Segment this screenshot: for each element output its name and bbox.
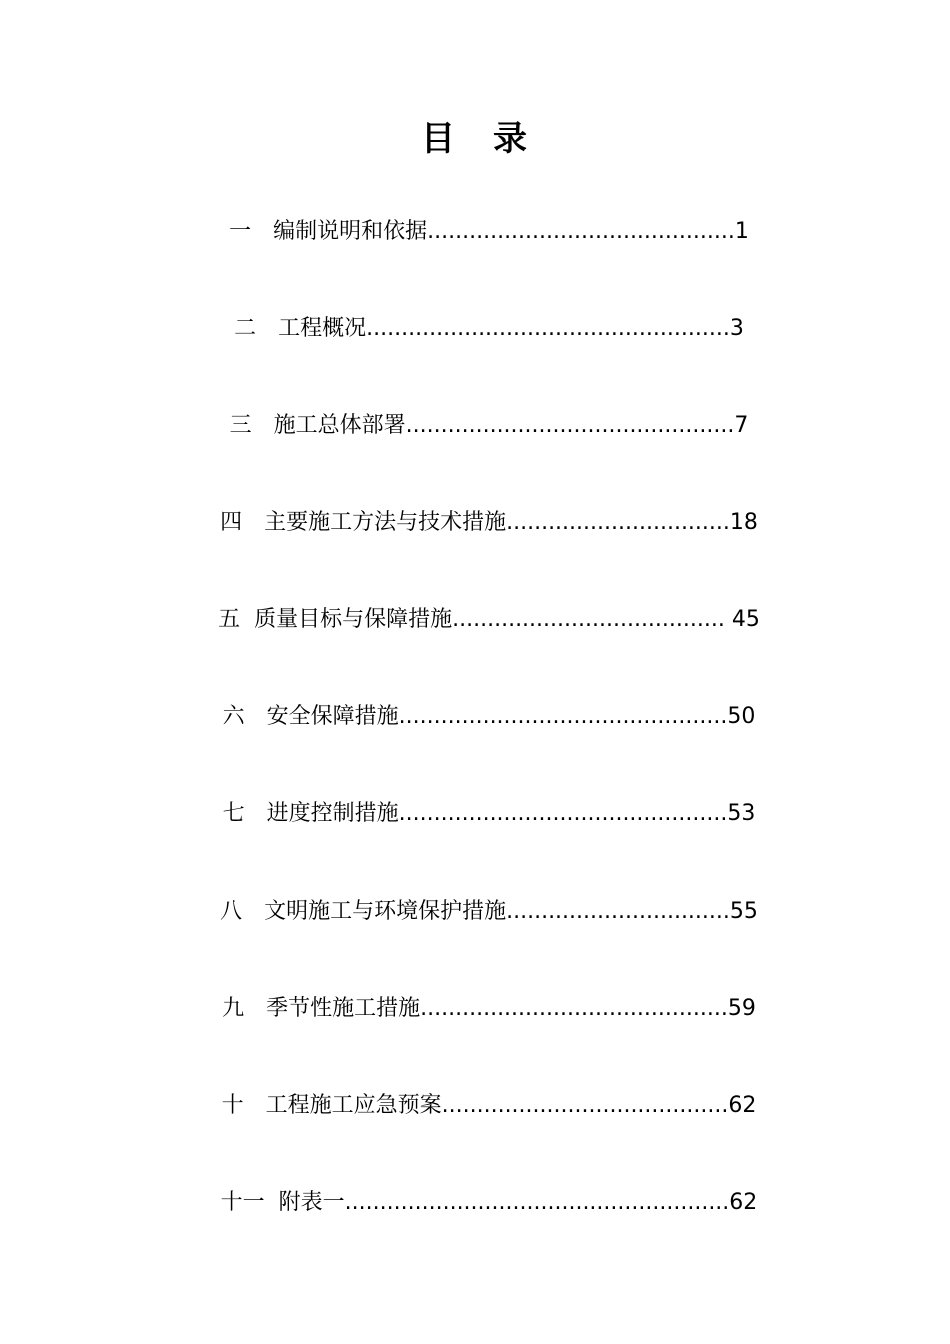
toc-entry-label: 二 工程概况 bbox=[234, 316, 367, 341]
toc-entry-leader: ................................ bbox=[506, 510, 730, 535]
toc-entry-leader: ......................................... bbox=[441, 1093, 729, 1118]
toc-entry-leader: ............................................... bbox=[405, 413, 735, 438]
toc-entry-page: 18 bbox=[729, 510, 758, 535]
toc-entry-2 bbox=[0, 281, 950, 377]
page-title: 目 录 bbox=[421, 119, 529, 159]
toc-entry-5 bbox=[0, 572, 950, 668]
toc-entry-label: 一 编制说明和依据 bbox=[229, 219, 428, 244]
toc-entry-label: 六 安全保障措施 bbox=[222, 704, 399, 729]
toc-entry-11 bbox=[0, 1155, 950, 1251]
toc-entry-label: 十 工程施工应急预案 bbox=[221, 1093, 442, 1118]
toc-entry-3 bbox=[0, 378, 950, 474]
toc-entry-page: 1 bbox=[734, 219, 749, 244]
toc-entry-page: 55 bbox=[729, 899, 758, 924]
toc-entry-4 bbox=[0, 475, 950, 571]
toc-entry-label: 八 文明施工与环境保护措施 bbox=[220, 899, 507, 924]
toc-entry-7 bbox=[0, 766, 950, 862]
toc-entry-leader: ............................................ bbox=[427, 219, 735, 244]
toc-entry-leader: ................................ bbox=[506, 899, 730, 924]
toc-entry-label: 四 主要施工方法与技术措施 bbox=[220, 510, 507, 535]
toc-entry-1 bbox=[0, 184, 950, 280]
toc-entry-leader: ....................................................... bbox=[344, 1190, 730, 1215]
toc-entry-page: 50 bbox=[727, 704, 756, 729]
toc-entry-page: 62 bbox=[728, 1093, 757, 1118]
toc-entry-leader: ............................................... bbox=[398, 704, 728, 729]
toc-entry-page: 59 bbox=[727, 996, 756, 1021]
toc-entry-page: 7 bbox=[734, 413, 749, 438]
toc-entry-9 bbox=[0, 961, 950, 1057]
toc-entry-leader: .................................................... bbox=[366, 316, 730, 341]
toc-entry-page: 53 bbox=[727, 801, 756, 826]
toc-entry-label: 五 质量目标与保障措施 bbox=[218, 607, 453, 632]
toc-entry-page: 3 bbox=[729, 316, 744, 341]
toc-entry-leader: ............................................ bbox=[420, 996, 728, 1021]
toc-entry-leader: ............................................... bbox=[398, 801, 728, 826]
toc-entry-8 bbox=[0, 864, 950, 960]
toc-entry-page: 45 bbox=[731, 607, 760, 632]
toc-entry-page: 62 bbox=[729, 1190, 758, 1215]
toc-entry-label: 七 进度控制措施 bbox=[222, 801, 399, 826]
toc-entry-label: 十一 附表一 bbox=[220, 1190, 345, 1215]
toc-entry-label: 九 季节性施工措施 bbox=[222, 996, 421, 1021]
toc-entry-label: 三 施工总体部署 bbox=[229, 413, 406, 438]
toc-entry-10 bbox=[0, 1058, 950, 1154]
toc-entry-leader: ....................................... bbox=[452, 607, 732, 632]
toc-entry-6 bbox=[0, 669, 950, 765]
